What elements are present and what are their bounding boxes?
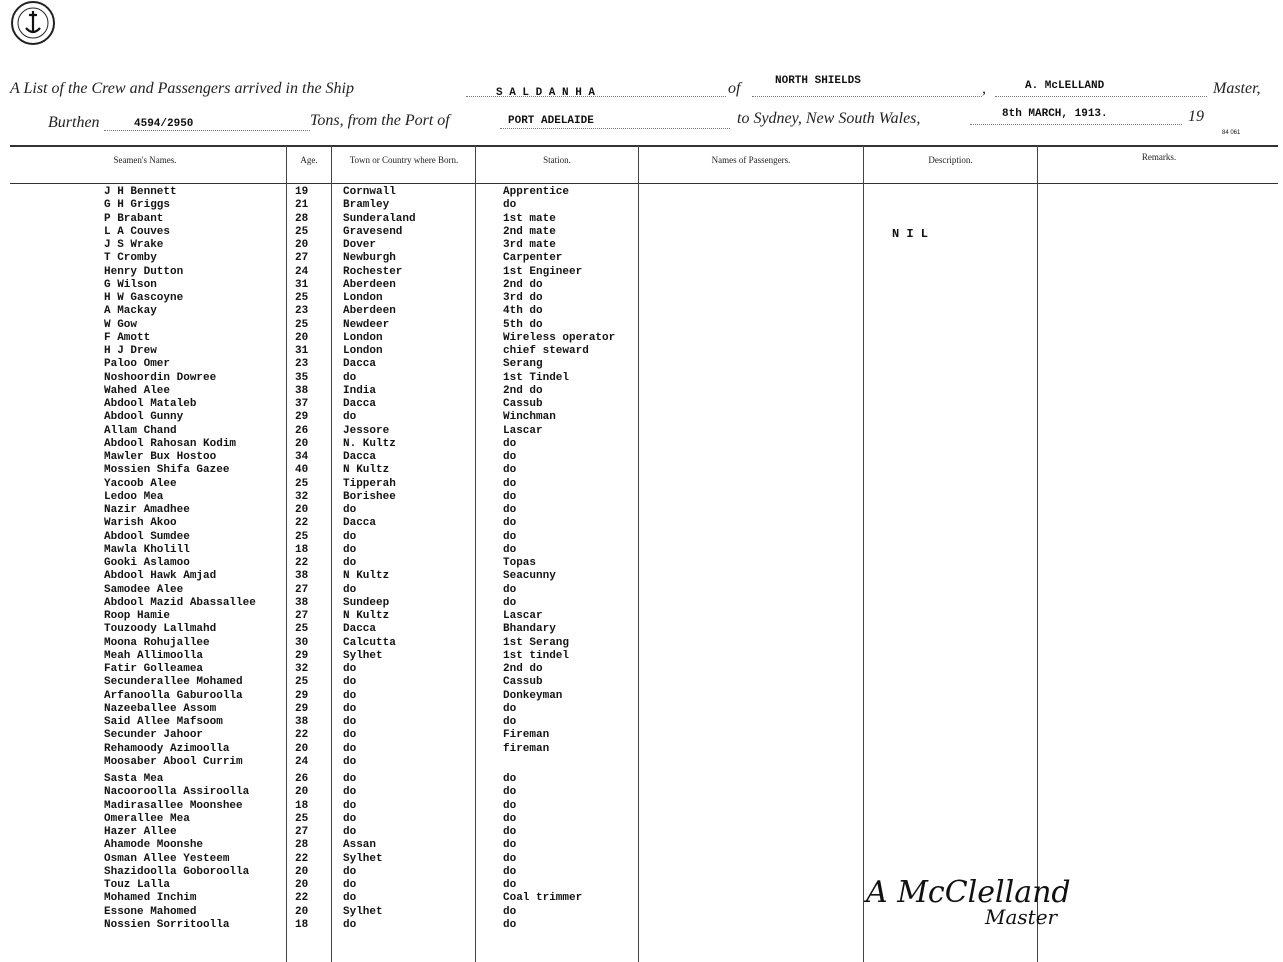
crew-station: 2nd do	[503, 385, 543, 397]
crew-age: 38	[295, 716, 309, 728]
crew-age: 20	[295, 786, 309, 798]
crew-age: 24	[295, 266, 309, 278]
crew-name: Mossien Shifa Gazee	[104, 464, 230, 476]
col-passengers: Names of Passengers.	[711, 155, 791, 165]
crew-born: do	[343, 892, 357, 904]
crew-name: Meah Allimoolla	[104, 650, 204, 662]
crew-age: 38	[295, 597, 309, 609]
crew-station: Wireless operator	[503, 332, 616, 344]
crew-station: Winchman	[503, 411, 556, 423]
crew-born: do	[343, 729, 357, 741]
crew-age: 27	[295, 610, 309, 622]
crew-station: Carpenter	[503, 252, 563, 264]
crew-born: do	[343, 743, 357, 755]
crew-born: do	[343, 557, 357, 569]
crew-name: Touz Lalla	[104, 879, 171, 891]
crew-station: Cassub	[503, 676, 543, 688]
crew-age: 25	[295, 226, 309, 238]
crew-name: Noshoordin Dowree	[104, 372, 217, 384]
crew-age: 38	[295, 385, 309, 397]
crew-born: Borishee	[343, 491, 396, 503]
crew-station: do	[503, 879, 517, 891]
crew-born: Assan	[343, 839, 377, 851]
crew-station: Apprentice	[503, 186, 570, 198]
crew-name: Warish Akoo	[104, 517, 177, 529]
crew-age: 20	[295, 879, 309, 891]
arrival-date: 8th MARCH, 1913.	[1002, 108, 1108, 120]
crew-age: 26	[295, 425, 309, 437]
home-port: NORTH SHIELDS	[775, 75, 861, 87]
crew-name: Mohamed Inchim	[104, 892, 197, 904]
crew-name: Secunderallee Mohamed	[104, 676, 243, 688]
crew-born: N. Kultz	[343, 438, 396, 450]
crew-name: Ledoo Mea	[104, 491, 164, 503]
crew-age: 32	[295, 663, 309, 675]
crew-name: Osman Allee Yesteem	[104, 853, 230, 865]
crew-name: Abdool Gunny	[104, 411, 184, 423]
crew-age: 37	[295, 398, 309, 410]
crew-name: Hazer Allee	[104, 826, 177, 838]
crew-age: 20	[295, 866, 309, 878]
crew-age: 27	[295, 252, 309, 264]
crew-age: 18	[295, 919, 309, 931]
crew-name: T Cromby	[104, 252, 157, 264]
crew-born: do	[343, 786, 357, 798]
crew-name: Wahed Alee	[104, 385, 171, 397]
crew-born: do	[343, 800, 357, 812]
crew-station: do	[503, 199, 517, 211]
crew-name: Ahamode Moonshe	[104, 839, 204, 851]
crew-name: Moona Rohujallee	[104, 637, 210, 649]
crew-age: 35	[295, 372, 309, 384]
crew-name: H W Gascoyne	[104, 292, 184, 304]
signature-title: Master	[985, 905, 1058, 929]
crew-name: Abdool Rahosan Kodim	[104, 438, 237, 450]
crew-station: fireman	[503, 743, 550, 755]
crew-station: do	[503, 703, 517, 715]
crew-born: Calcutta	[343, 637, 396, 649]
crew-born: Dover	[343, 239, 377, 251]
crew-station: Donkeyman	[503, 690, 563, 702]
crew-age: 19	[295, 186, 309, 198]
crew-name: Essone Mahomed	[104, 906, 197, 918]
crew-age: 22	[295, 517, 309, 529]
crew-name: Paloo Omer	[104, 358, 171, 370]
crew-station: chief steward	[503, 345, 589, 357]
crew-name: L A Couves	[104, 226, 171, 238]
crew-station: do	[503, 786, 517, 798]
crew-age: 20	[295, 504, 309, 516]
crew-name: J S Wrake	[104, 239, 164, 251]
crew-born: Aberdeen	[343, 279, 396, 291]
crew-station: Topas	[503, 557, 537, 569]
burthen-value: 4594/2950	[134, 118, 194, 130]
crew-station: do	[503, 800, 517, 812]
col-station: Station.	[543, 155, 571, 165]
crew-station: 1st mate	[503, 213, 556, 225]
crew-born: do	[343, 879, 357, 891]
crew-age: 38	[295, 570, 309, 582]
crew-name: Secunder Jahoor	[104, 729, 204, 741]
crew-station: do	[503, 773, 517, 785]
crew-station: 1st tindel	[503, 650, 570, 662]
crew-name: Moosaber Abool Currim	[104, 756, 243, 768]
crew-born: Sylhet	[343, 906, 383, 918]
crew-name: Abdool Mazid Abassallee	[104, 597, 256, 609]
crew-station: do	[503, 906, 517, 918]
crew-name: Henry Dutton	[104, 266, 184, 278]
crew-born: do	[343, 716, 357, 728]
crew-born: do	[343, 756, 357, 768]
year-suffix: 19	[1188, 108, 1204, 125]
crew-station: 2nd mate	[503, 226, 556, 238]
crew-born: N Kultz	[343, 610, 390, 622]
crew-born: N Kultz	[343, 464, 390, 476]
crew-name: Allam Chand	[104, 425, 177, 437]
crew-age: 28	[295, 213, 309, 225]
crew-age: 29	[295, 690, 309, 702]
crew-station: do	[503, 438, 517, 450]
crew-age: 25	[295, 478, 309, 490]
crew-age: 25	[295, 292, 309, 304]
crew-name: P Brabant	[104, 213, 164, 225]
crew-name: Madirasallee Moonshee	[104, 800, 243, 812]
crew-born: do	[343, 372, 357, 384]
crew-station: Lascar	[503, 610, 543, 622]
crew-age: 27	[295, 584, 309, 596]
crew-born: Sylhet	[343, 650, 383, 662]
crew-name: Abdool Sumdee	[104, 531, 190, 543]
crew-name: Nacooroolla Assiroolla	[104, 786, 250, 798]
crew-born: India	[343, 385, 377, 397]
crew-age: 25	[295, 676, 309, 688]
crew-age: 31	[295, 345, 309, 357]
col-seamen-names: Seamen's Names.	[113, 155, 177, 165]
crew-station: 2nd do	[503, 279, 543, 291]
crew-name: Nazeeballee Assom	[104, 703, 217, 715]
crew-age: 23	[295, 305, 309, 317]
crew-station: 3rd mate	[503, 239, 556, 251]
crew-born: do	[343, 584, 357, 596]
crew-age: 20	[295, 743, 309, 755]
crew-name: F Amott	[104, 332, 151, 344]
crew-age: 25	[295, 531, 309, 543]
crew-name: Abdool Hawk Amjad	[104, 570, 217, 582]
crew-born: do	[343, 411, 357, 423]
crew-born: Cornwall	[343, 186, 396, 198]
ship-name: S A L D A N H A	[496, 87, 596, 99]
crew-age: 24	[295, 756, 309, 768]
crew-station: do	[503, 716, 517, 728]
col-age: Age.	[300, 155, 318, 165]
crew-station: do	[503, 491, 517, 503]
crew-age: 20	[295, 332, 309, 344]
crew-name: Roop Hamie	[104, 610, 171, 622]
crew-born: London	[343, 292, 383, 304]
crew-name: Arfanoolla Gaburoolla	[104, 690, 243, 702]
crew-station: do	[503, 517, 517, 529]
crew-born: London	[343, 345, 383, 357]
crew-age: 40	[295, 464, 309, 476]
crew-age: 22	[295, 557, 309, 569]
crew-station: do	[503, 478, 517, 490]
col-description: Description.	[928, 155, 973, 165]
crew-age: 29	[295, 650, 309, 662]
crew-born: do	[343, 676, 357, 688]
crew-born: do	[343, 866, 357, 878]
crew-station: do	[503, 464, 517, 476]
col-remarks: Remarks.	[1141, 152, 1177, 162]
crew-station: Coal trimmer	[503, 892, 583, 904]
crew-station: do	[503, 826, 517, 838]
crew-name: Mawler Bux Hostoo	[104, 451, 217, 463]
shipping-stamp-icon	[10, 0, 56, 46]
crew-born: do	[343, 663, 357, 675]
crew-station: Serang	[503, 358, 543, 370]
crew-station: 4th do	[503, 305, 543, 317]
crew-born: Sunderaland	[343, 213, 416, 225]
crew-name: Shazidoolla Goboroolla	[104, 866, 250, 878]
crew-age: 29	[295, 411, 309, 423]
signature-name: A McClelland	[866, 875, 1071, 910]
crew-born: Rochester	[343, 266, 403, 278]
crew-born: do	[343, 703, 357, 715]
crew-age: 18	[295, 544, 309, 556]
crew-age: 26	[295, 773, 309, 785]
crew-name: Nossien Sorritoolla	[104, 919, 230, 931]
crew-born: do	[343, 504, 357, 516]
crew-born: Dacca	[343, 517, 377, 529]
crew-name: Yacoob Alee	[104, 478, 177, 490]
crew-station: do	[503, 504, 517, 516]
crew-age: 25	[295, 813, 309, 825]
crew-age: 21	[295, 199, 309, 211]
to-label: to Sydney, New South Wales,	[737, 110, 921, 127]
crew-name: G Wilson	[104, 279, 157, 291]
table-top-rule	[10, 145, 1278, 147]
tons-label: Tons, from the Port of	[310, 112, 450, 129]
crew-born: do	[343, 813, 357, 825]
crew-age: 22	[295, 892, 309, 904]
form-number: 84 061	[1222, 130, 1241, 136]
crew-station: do	[503, 853, 517, 865]
crew-born: London	[343, 332, 383, 344]
crew-station: 1st Serang	[503, 637, 570, 649]
crew-age: 25	[295, 319, 309, 331]
crew-born: N Kultz	[343, 570, 390, 582]
col-born: Town or Country where Born.	[349, 155, 459, 165]
crew-name: G H Griggs	[104, 199, 171, 211]
crew-station: 3rd do	[503, 292, 543, 304]
crew-station: Lascar	[503, 425, 543, 437]
crew-station: Bhandary	[503, 623, 556, 635]
crew-station: 2nd do	[503, 663, 543, 675]
crew-station: do	[503, 451, 517, 463]
crew-age: 20	[295, 438, 309, 450]
crew-born: do	[343, 531, 357, 543]
crew-age: 30	[295, 637, 309, 649]
crew-station: do	[503, 919, 517, 931]
crew-born: Aberdeen	[343, 305, 396, 317]
crew-station: Seacunny	[503, 570, 556, 582]
crew-born: do	[343, 826, 357, 838]
crew-station: do	[503, 813, 517, 825]
crew-name: Rehamoody Azimoolla	[104, 743, 230, 755]
from-port: PORT ADELAIDE	[508, 115, 594, 127]
crew-name: Samodee Alee	[104, 584, 184, 596]
crew-age: 28	[295, 839, 309, 851]
crew-born: Dacca	[343, 398, 377, 410]
crew-name: A Mackay	[104, 305, 157, 317]
crew-born: Newburgh	[343, 252, 396, 264]
crew-born: do	[343, 544, 357, 556]
crew-station: 5th do	[503, 319, 543, 331]
crew-name: Said Allee Mafsoom	[104, 716, 223, 728]
crew-age: 34	[295, 451, 309, 463]
crew-age: 22	[295, 853, 309, 865]
crew-name: Gooki Aslamoo	[104, 557, 190, 569]
crew-station: do	[503, 866, 517, 878]
crew-born: do	[343, 690, 357, 702]
description-nil: N I L	[892, 227, 929, 241]
crew-age: 22	[295, 729, 309, 741]
crew-born: Dacca	[343, 358, 377, 370]
crew-born: Sundeep	[343, 597, 390, 609]
crew-name: Omerallee Mea	[104, 813, 190, 825]
crew-name: Nazir Amadhee	[104, 504, 190, 516]
crew-name: J H Bennett	[104, 186, 177, 198]
crew-age: 32	[295, 491, 309, 503]
crew-station: do	[503, 839, 517, 851]
crew-born: do	[343, 919, 357, 931]
crew-age: 27	[295, 826, 309, 838]
crew-age: 20	[295, 906, 309, 918]
list-title: A List of the Crew and Passengers arrived in the Ship	[10, 80, 354, 97]
comma-separator: ,	[982, 80, 986, 97]
crew-age: 23	[295, 358, 309, 370]
crew-born: Newdeer	[343, 319, 390, 331]
table-header-rule	[10, 183, 1278, 184]
crew-station: do	[503, 531, 517, 543]
crew-station: Cassub	[503, 398, 543, 410]
crew-station: do	[503, 597, 517, 609]
burthen-label: Burthen	[48, 114, 100, 131]
crew-name: Fatir Golleamea	[104, 663, 204, 675]
crew-age: 25	[295, 623, 309, 635]
crew-name: W Gow	[104, 319, 138, 331]
crew-born: Bramley	[343, 199, 390, 211]
crew-name: H J Drew	[104, 345, 157, 357]
crew-age: 31	[295, 279, 309, 291]
crew-age: 18	[295, 800, 309, 812]
crew-station: 1st Tindel	[503, 372, 570, 384]
master-name: A. McLELLAND	[1025, 80, 1105, 92]
master-label: Master,	[1213, 80, 1261, 97]
crew-born: Dacca	[343, 623, 377, 635]
crew-born: Sylhet	[343, 853, 383, 865]
crew-born: Tipperah	[343, 478, 396, 490]
crew-station: 1st Engineer	[503, 266, 583, 278]
crew-name: Sasta Mea	[104, 773, 164, 785]
crew-station: Fireman	[503, 729, 550, 741]
crew-name: Touzoody Lallmahd	[104, 623, 217, 635]
crew-born: Jessore	[343, 425, 390, 437]
crew-born: Gravesend	[343, 226, 403, 238]
crew-name: Mawla Kholill	[104, 544, 190, 556]
crew-age: 20	[295, 239, 309, 251]
crew-born: Dacca	[343, 451, 377, 463]
crew-age: 29	[295, 703, 309, 715]
crew-station: do	[503, 584, 517, 596]
crew-name: Abdool Mataleb	[104, 398, 197, 410]
crew-born: do	[343, 773, 357, 785]
of-label: of	[728, 80, 741, 97]
crew-station: do	[503, 544, 517, 556]
